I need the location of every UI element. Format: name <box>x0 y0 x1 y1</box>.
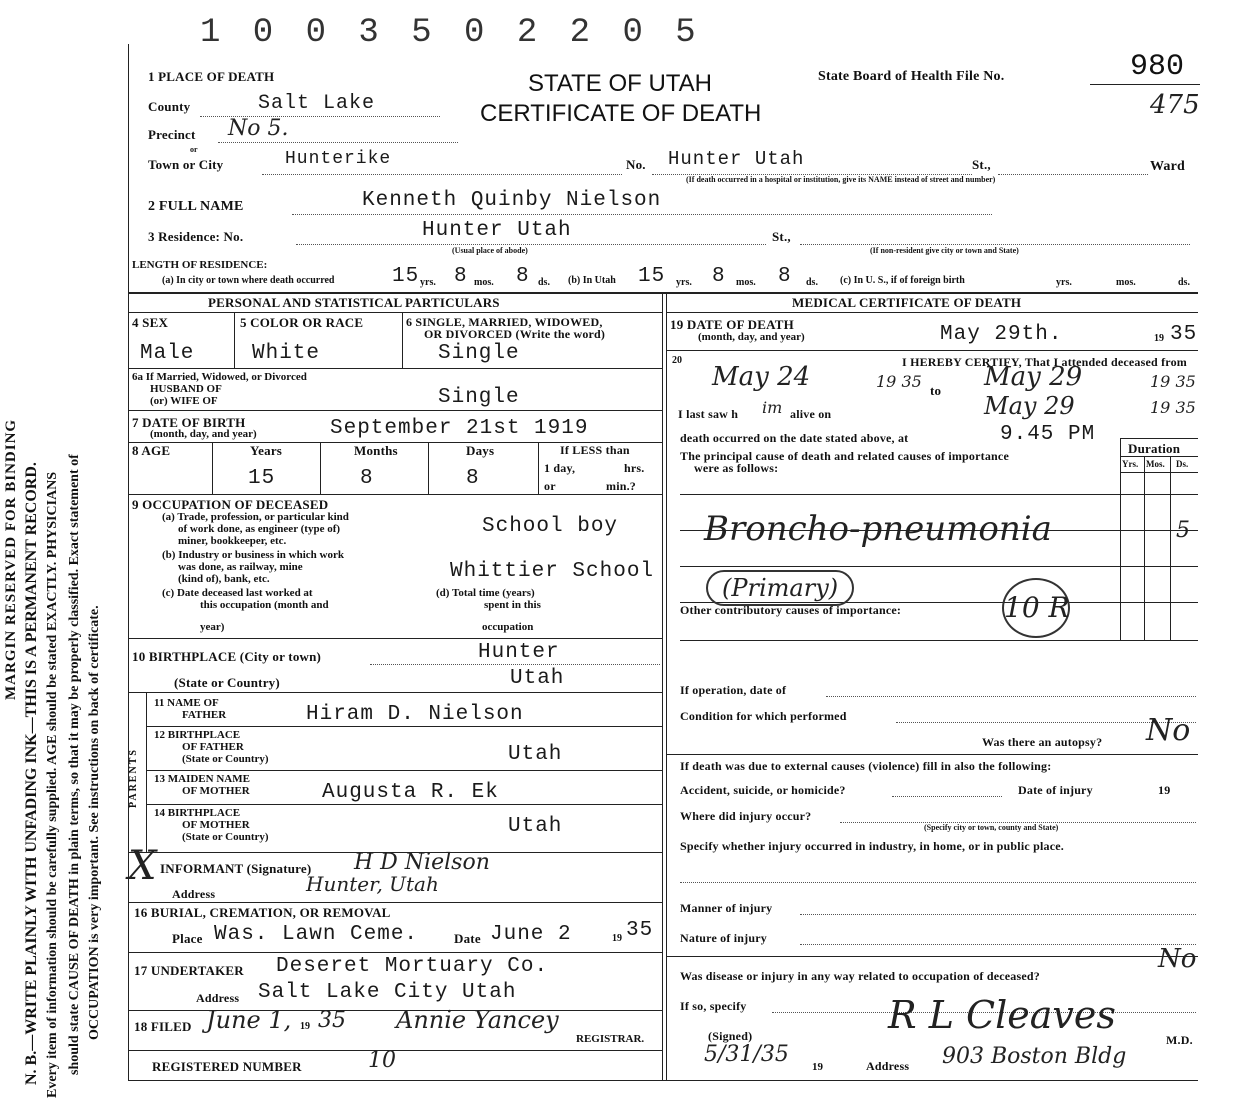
mother-birth-label-2: OF MOTHER <box>182 819 250 831</box>
undertaker-label: 17 UNDERTAKER <box>134 963 244 978</box>
yrs-label-c: yrs. <box>1056 277 1072 288</box>
residence-b-years: 15 <box>638 265 666 288</box>
father-value: Hiram D. Nielson <box>306 703 524 726</box>
margin-reserved-label: MARGIN RESERVED FOR BINDING <box>3 418 19 700</box>
mother-birth-label-3: (State or Country) <box>182 831 269 843</box>
occupation-value: School boy <box>482 515 619 538</box>
instructions-line-1: Every item of information should be carefully supplied. AGE should be stated EXACTLY. PHYSICIANS <box>45 471 60 1098</box>
attend-to-year: 19 35 <box>1150 372 1196 391</box>
document-number: 1 0 0 3 5 0 2 2 0 5 <box>200 14 702 52</box>
mother-label-1: 13 MAIDEN NAME <box>154 773 250 785</box>
state-title: STATE OF UTAH <box>528 70 712 97</box>
external-causes-label: If death was due to external causes (violence) fill in also the following: <box>680 759 1052 773</box>
registrar-signature: Annie Yancey <box>396 1006 559 1034</box>
occ-a-line2: of work done, as engineer (type of) <box>178 523 341 535</box>
filed-year-prefix: 19 <box>300 1021 310 1032</box>
file-number-label: State Board of Health File No. <box>818 69 1005 84</box>
dob-sublabel: (month, day, and year) <box>150 428 257 440</box>
age-years-label: Years <box>250 443 283 458</box>
occ-d-line1: (d) Total time (years) <box>436 587 535 599</box>
md-label: M.D. <box>1166 1033 1193 1047</box>
condition-label: Condition for which performed <box>680 709 847 723</box>
father-label-1: 11 NAME OF <box>154 697 219 709</box>
lt-or-label: or <box>544 479 556 493</box>
father-birth-value: Utah <box>508 743 563 766</box>
industry-value: Whittier School <box>450 560 655 583</box>
cause-of-death-value: Broncho-pneumonia <box>704 509 1052 549</box>
personal-heading: PERSONAL AND STATISTICAL PARTICULARS <box>208 295 500 310</box>
length-of-residence-label: LENGTH OF RESIDENCE: <box>132 259 268 271</box>
residence-st-label: St., <box>772 229 791 244</box>
occ-b-line3: (kind of), bank, etc. <box>178 573 270 585</box>
nature-label: Nature of injury <box>680 931 767 945</box>
age-months-value: 8 <box>360 467 374 490</box>
attend-from-year: 19 35 <box>876 372 922 391</box>
filed-value: June 1, <box>206 1006 292 1034</box>
yrs-label-b: yrs. <box>676 277 692 288</box>
attend-to-label: to <box>930 383 942 398</box>
last-seen-year: 19 35 <box>1150 398 1196 417</box>
father-birth-label-2: OF FATHER <box>182 741 244 753</box>
usual-abode-note: (Usual place of abode) <box>452 246 528 255</box>
burial-date-label: Date <box>454 931 481 946</box>
spouse-label-2: HUSBAND OF <box>150 383 222 395</box>
physician-address-label: Address <box>866 1059 910 1073</box>
occ-c-line2: this occupation (month and <box>200 599 329 611</box>
ward-label: Ward <box>1150 159 1186 174</box>
occ-d-line2: spent in this <box>484 599 541 611</box>
county-value: Salt Lake <box>258 92 376 115</box>
ds-label-c: ds. <box>1178 277 1190 288</box>
father-birth-label-3: (State or Country) <box>182 753 269 765</box>
spouse-value: Single <box>438 386 520 409</box>
instructions-line-2: should state CAUSE OF DEATH in plain terms, so that it may be properly classified. Exact statement of <box>67 454 82 1075</box>
ds-label-b: ds. <box>806 277 818 288</box>
age-months-label: Months <box>354 443 398 458</box>
residence-c-label: (c) In U. S., if of foreign birth <box>840 275 965 286</box>
attend-from-value: May 24 <box>712 362 811 392</box>
informant-mark: X <box>128 843 157 889</box>
residence-a-years: 15 <box>392 265 420 288</box>
birthplace-city: Hunter <box>478 641 560 664</box>
age-years-value: 15 <box>248 467 276 490</box>
lt-hrs-label: hrs. <box>624 461 645 475</box>
where-injury-label: Where did injury occur? <box>680 809 812 823</box>
age-days-value: 8 <box>466 467 480 490</box>
informant-signature: H D Nielson <box>354 850 490 875</box>
mos-label-c: mos. <box>1116 277 1136 288</box>
ds-label: ds. <box>538 277 550 288</box>
occ-a-line3: miner, bookkeeper, etc. <box>178 535 287 547</box>
precinct-label: Precinct <box>148 127 196 142</box>
specify-label: Specify whether injury occurred in industry, in home, or in public place. <box>680 839 1064 853</box>
registrar-label: REGISTRAR. <box>576 1033 645 1045</box>
last-seen-alive-label: alive on <box>790 407 832 421</box>
occ-c-line1: (c) Date deceased last worked at <box>162 587 313 599</box>
mos-label-b: mos. <box>736 277 756 288</box>
burial-date-value: June 2 <box>490 923 572 946</box>
occupation-related-label: Was disease or injury in any way related to occupation of deceased? <box>680 969 1040 983</box>
registered-number-label: REGISTERED NUMBER <box>152 1059 302 1074</box>
st-label: St., <box>972 157 991 172</box>
color-value: White <box>252 342 321 365</box>
informant-address: Hunter, Utah <box>306 872 439 896</box>
death-time-label: death occurred on the date stated above, at <box>680 431 909 445</box>
burial-label: 16 BURIAL, CREMATION, OR REMOVAL <box>134 905 391 920</box>
residence-a-label: (a) In city or town where death occurred <box>162 275 335 286</box>
last-seen-him: im <box>762 398 783 417</box>
injury-year-prefix: 19 <box>1158 783 1171 797</box>
undertaker-address-label: Address <box>196 991 240 1005</box>
duration-label: Duration <box>1128 441 1181 456</box>
contributory-causes-label: Other contributory causes of importance: <box>680 603 902 617</box>
residence-value: Hunter Utah <box>422 219 572 242</box>
precinct-value: No 5. <box>228 116 289 141</box>
marital-label-2: OR DIVORCED (Write the word) <box>424 327 606 341</box>
occ-b-line2: was done, as railway, mine <box>178 561 303 573</box>
occupation-label: 9 OCCUPATION OF DECEASED <box>132 497 329 512</box>
spouse-label-1: 6a If Married, Widowed, or Divorced <box>132 371 307 383</box>
cause-text-2: were as follows: <box>694 461 779 475</box>
residence-b-months: 8 <box>712 265 726 288</box>
place-of-death-heading: 1 PLACE OF DEATH <box>148 69 275 84</box>
undertaker-value: Deseret Mortuary Co. <box>276 955 549 978</box>
dod-year-prefix: 19 <box>1154 333 1164 344</box>
dob-label: 7 DATE OF BIRTH <box>132 415 246 430</box>
burial-place-value: Was. Lawn Ceme. <box>214 923 419 946</box>
residence-label: 3 Residence: No. <box>148 229 244 244</box>
cause-primary-note: (Primary) <box>706 570 854 606</box>
where-injury-note: (Specify city or town, county and State) <box>924 823 1059 832</box>
last-seen-label: I last saw h <box>678 407 739 421</box>
town-value: Hunterike <box>285 149 392 169</box>
if-so-label: If so, specify <box>680 999 747 1013</box>
accident-label: Accident, suicide, or homicide? <box>680 783 846 797</box>
dod-year-value: 35 <box>1170 323 1198 346</box>
sex-value: Male <box>140 342 195 365</box>
full-name-value: Kenneth Quinby Nielson <box>362 189 662 212</box>
item-20-number: 20 <box>672 355 682 366</box>
birthplace-label: 10 BIRTHPLACE (City or town) <box>132 649 322 664</box>
physician-address-value: 903 Boston Bldg <box>942 1044 1127 1069</box>
death-time-value: 9.45 PM <box>1000 423 1096 446</box>
marital-value: Single <box>438 342 520 365</box>
registered-number-value: 10 <box>368 1048 396 1073</box>
parents-label: PARENTS <box>128 748 139 808</box>
signed-year-prefix: 19 <box>812 1061 823 1073</box>
signed-label: (Signed) <box>708 1029 753 1043</box>
last-seen-value: May 29 <box>984 392 1075 420</box>
no-label: No. <box>626 157 646 172</box>
manner-label: Manner of injury <box>680 901 773 915</box>
county-label: County <box>148 99 191 114</box>
cause-text-1: The principal cause of death and related causes of importance <box>680 449 1009 463</box>
birthplace-state: Utah <box>510 667 565 690</box>
duration-yrs-label: Yrs. <box>1122 459 1139 469</box>
lt-day-label: 1 day, <box>544 461 576 475</box>
father-label-2: FATHER <box>182 709 227 721</box>
occ-d-line3: occupation <box>482 621 534 633</box>
marital-label-1: 6 SINGLE, MARRIED, WIDOWED, <box>406 315 603 329</box>
medical-heading: MEDICAL CERTIFICATE OF DEATH <box>792 295 1022 310</box>
dod-value: May 29th. <box>940 323 1063 346</box>
duration-ds-label: Ds. <box>1176 459 1189 469</box>
lt-min-label: min.? <box>606 479 637 493</box>
mother-value: Augusta R. Ek <box>322 781 499 804</box>
certify-text: I HEREBY CERTIFY, That I attended deceased from <box>902 355 1188 369</box>
binding-notice: N. B.—WRITE PLAINLY WITH UNFADING INK—THIS IS A PERMANENT RECORD. <box>23 462 40 1085</box>
filed-label: 18 FILED <box>134 1019 192 1034</box>
occ-c-line3: year) <box>200 621 225 633</box>
mos-label: mos. <box>474 277 494 288</box>
residence-a-months: 8 <box>454 265 468 288</box>
occ-b-line1: (b) Industry or business in which work <box>162 549 344 561</box>
undertaker-address-value: Salt Lake City Utah <box>258 981 517 1004</box>
birthplace-state-label: (State or Country) <box>174 675 280 690</box>
dod-sublabel: (month, day, and year) <box>698 331 805 343</box>
mother-birth-label-1: 14 BIRTHPLACE <box>154 807 241 819</box>
occupation-related-value: No <box>1158 944 1197 974</box>
filed-year-value: 35 <box>318 1008 346 1033</box>
burial-place-label: Place <box>172 931 203 946</box>
sex-label: 4 SEX <box>132 315 169 330</box>
signed-date-value: 5/31/35 <box>704 1042 789 1067</box>
burial-year-value: 35 <box>626 919 654 942</box>
mother-label-2: OF MOTHER <box>182 785 250 797</box>
circled-note: 10 R <box>1002 578 1070 638</box>
file-number-2: 475 <box>1150 90 1200 120</box>
residence-a-days: 8 <box>516 265 530 288</box>
burial-year-prefix: 19 <box>612 933 622 944</box>
autopsy-value: No <box>1146 713 1191 748</box>
certificate-title: CERTIFICATE OF DEATH <box>480 100 762 127</box>
informant-address-label: Address <box>172 887 216 901</box>
age-days-label: Days <box>466 443 495 458</box>
residence-b-label: (b) In Utah <box>568 275 616 286</box>
or-text: or <box>190 145 198 154</box>
spouse-label-3: (or) WIFE OF <box>150 395 218 407</box>
duration-days-value: 5 <box>1176 518 1190 543</box>
operation-label: If operation, date of <box>680 683 787 697</box>
full-name-label: 2 FULL NAME <box>148 199 244 214</box>
dob-value: September 21st 1919 <box>330 417 589 440</box>
father-birth-label-1: 12 BIRTHPLACE <box>154 729 241 741</box>
non-resident-note: (If non-resident give city or town and State) <box>870 246 1019 255</box>
file-number: 980 <box>1130 50 1185 84</box>
duration-mos-label: Mos. <box>1146 459 1165 469</box>
age-label: 8 AGE <box>132 443 171 458</box>
lt-label: If LESS than <box>560 443 630 457</box>
attend-to-value: May 29 <box>984 362 1083 392</box>
instructions-line-3: OCCUPATION is very important. See instructions on back of certificate. <box>87 605 102 1040</box>
mother-birth-value: Utah <box>508 815 563 838</box>
dod-label: 19 DATE OF DEATH <box>670 317 794 332</box>
yrs-label: yrs. <box>420 277 436 288</box>
autopsy-label: Was there an autopsy? <box>982 735 1103 749</box>
street-value: Hunter Utah <box>668 148 805 170</box>
informant-label: INFORMANT (Signature) <box>160 861 312 876</box>
injury-date-label: Date of injury <box>1018 783 1093 797</box>
occ-a-line1: (a) Trade, profession, or particular kind <box>162 511 349 523</box>
color-label: 5 COLOR OR RACE <box>240 315 364 330</box>
physician-signature: R L Cleaves <box>888 993 1116 1037</box>
town-label: Town or City <box>148 157 224 172</box>
residence-b-days: 8 <box>778 265 792 288</box>
hospital-note: (If death occurred in a hospital or institution, give its NAME instead of street and number) <box>686 175 996 184</box>
